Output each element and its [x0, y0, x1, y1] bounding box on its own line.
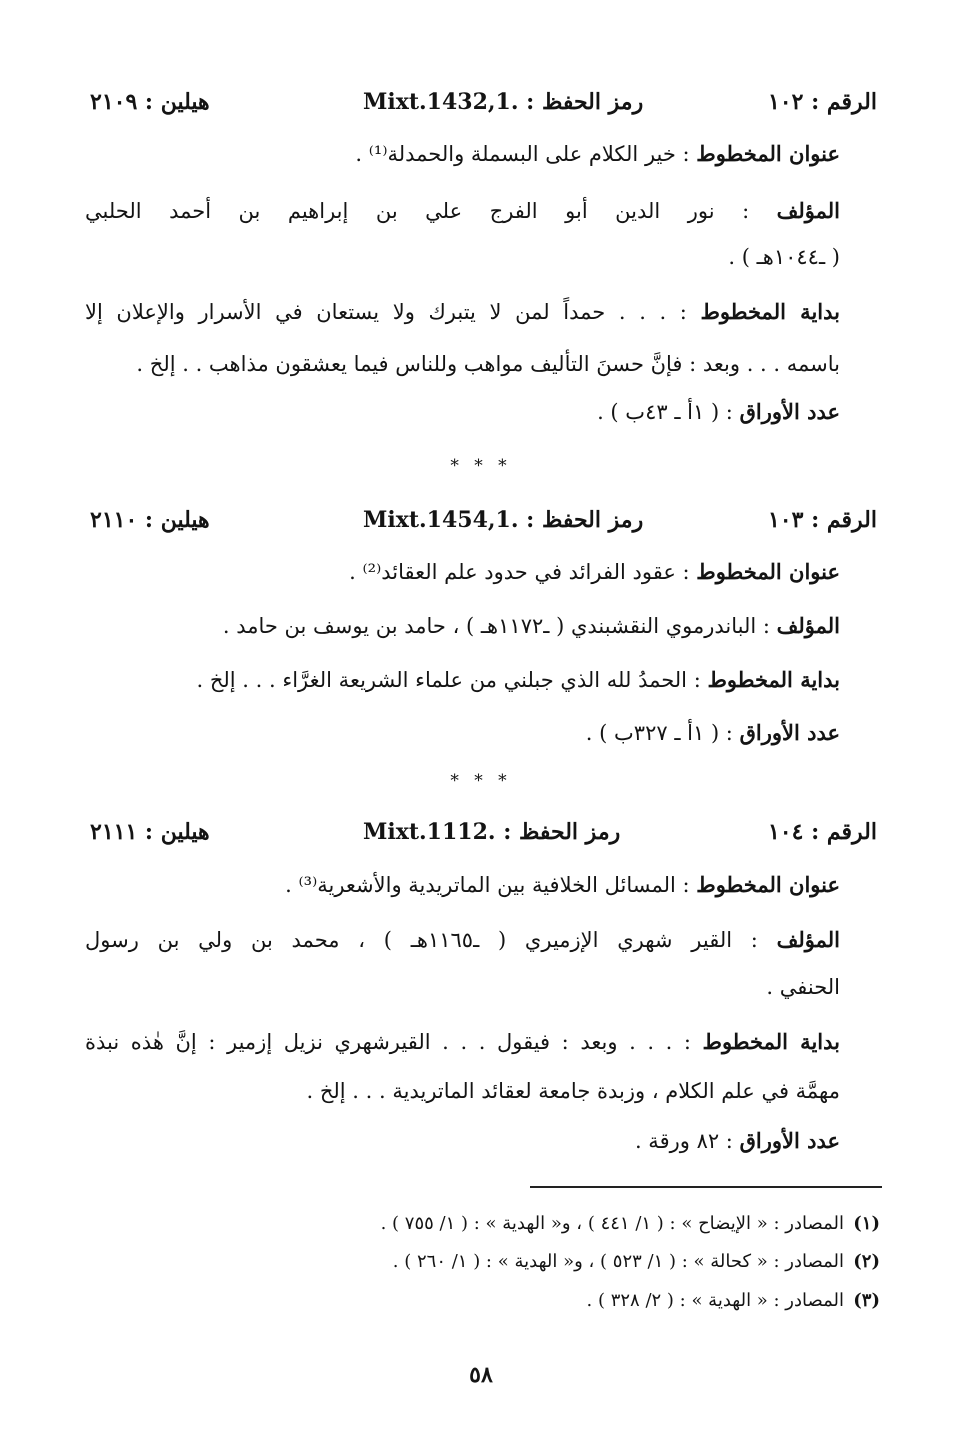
- section-separator: * * *: [450, 771, 512, 791]
- leaves-count: : ٨٢ ورقة .: [634, 1129, 740, 1153]
- author-label: المؤلف: [776, 927, 840, 952]
- hellin-number: هيلين : ٢١١٠: [90, 507, 210, 533]
- author-line-continued: الحنفي .: [766, 975, 840, 999]
- author-line: [85, 191, 840, 231]
- section-separator: * * *: [450, 456, 512, 476]
- footnote-number: (٣): [853, 1290, 880, 1311]
- shelfmark: رمز الحفظ : .Mixt.1112: [363, 819, 621, 845]
- manuscript-title-label: عنوان المخطوط: [696, 559, 840, 584]
- page-number: ٥٨: [469, 1362, 493, 1388]
- incipit-line: [85, 660, 840, 700]
- leaves-count-line: [85, 1121, 840, 1161]
- incipit-line-continued: باسمه . . . وبعد : فإنَّ حسنَ التأليف مواهب وللناس فيما يعشقون مذاهب . . إلخ .: [136, 352, 840, 376]
- entry-header: [85, 82, 877, 122]
- leaves-count-label: عدد الأوراق: [739, 399, 840, 424]
- shelfmark: رمز الحفظ : .Mixt.1454,1: [363, 507, 644, 533]
- manuscript-title: : عقود الفرائد في حدود علم العقائد⁽²⁾ .: [349, 560, 697, 584]
- author-label: المؤلف: [776, 198, 840, 223]
- author-text: : نور الدين أبو الفرج علي بن إبراهيم بن أحمد الحلبي: [85, 199, 777, 223]
- incipit-text: : . . . وبعد : فيقول . . . القيرشهري نزيل إزمير : إنَّ هٰذه نبذة: [85, 1030, 703, 1054]
- author-line-continued: ( ـ١٠٤٤هـ ) .: [728, 245, 840, 269]
- hellin-number: هيلين : ٢١٠٩: [90, 89, 210, 115]
- footnote: [85, 1247, 880, 1277]
- manuscript-title-label: عنوان المخطوط: [696, 141, 840, 166]
- manuscript-title: : خير الكلام على البسملة والحمدلة⁽¹⁾ .: [355, 142, 697, 166]
- incipit-line: [85, 292, 840, 332]
- manuscript-title-line: [85, 134, 840, 174]
- footnote-number: (٢): [853, 1251, 880, 1272]
- entry-number: الرقم : ١٠٣: [767, 507, 877, 533]
- footnote-text: المصادر : « الإيضاح » : ( ١/ ٤٤١ ) ، و« الهدية » : ( ١/ ٧٥٥ ) .: [380, 1213, 844, 1234]
- shelfmark: رمز الحفظ : .Mixt.1432,1: [363, 89, 644, 115]
- incipit-text: : الحمدُ لله الذي جبلني من علماء الشريعة الغرَّاء . . . إلخ .: [196, 668, 708, 692]
- author-text: : الباندرموي النقشبندي ( ـ١١٧٢هـ ) ، حامد بن يوسف بن حامد .: [222, 614, 777, 638]
- footnote-number: (١): [853, 1213, 880, 1234]
- entry-header: [85, 500, 877, 540]
- entry-number: الرقم : ١٠٤: [767, 819, 877, 845]
- footnote: [85, 1286, 880, 1316]
- leaves-count-label: عدد الأوراق: [739, 720, 840, 745]
- manuscript-title-line: [85, 552, 840, 592]
- leaves-count: : ( ١أ ـ ٣٢٧ب ) .: [585, 721, 740, 745]
- manuscript-title-line: [85, 865, 840, 905]
- footnote-divider: [530, 1186, 882, 1188]
- incipit-label: بداية المخطوط: [702, 1029, 840, 1054]
- footnote-text: المصادر : « الهدية » : ( ٢/ ٣٢٨ ) .: [586, 1290, 844, 1311]
- incipit-line-continued: مهمَّة في علم الكلام ، وزبدة جامعة لعقائد الماتريدية . . . إلخ .: [306, 1079, 840, 1103]
- incipit-label: بداية المخطوط: [700, 299, 840, 324]
- leaves-count-label: عدد الأوراق: [739, 1128, 840, 1153]
- leaves-count-line: [85, 713, 840, 753]
- entry-header: [85, 812, 877, 852]
- author-label: المؤلف: [776, 613, 840, 638]
- incipit-label: بداية المخطوط: [707, 667, 840, 692]
- author-line: [85, 920, 840, 960]
- manuscript-title-label: عنوان المخطوط: [696, 872, 840, 897]
- author-text: : القير شهري الإزميري ( ـ١١٦٥هـ ) ، محمد بن ولي بن رسول: [85, 928, 777, 952]
- footnote: [85, 1209, 880, 1239]
- leaves-count-line: [85, 392, 840, 432]
- incipit-line: [85, 1022, 840, 1062]
- incipit-text: : . . . حمداً لمن لا يتبرك ولا يستعان في الأسرار والإعلان إلا: [85, 300, 701, 324]
- entry-number: الرقم : ١٠٢: [767, 89, 877, 115]
- manuscript-title: : المسائل الخلافية بين الماتريدية والأشعرية⁽³⁾ .: [285, 873, 697, 897]
- hellin-number: هيلين : ٢١١١: [90, 819, 210, 845]
- author-line: [85, 606, 840, 646]
- leaves-count: : ( ١أ ـ ٤٣ب ) .: [597, 400, 740, 424]
- footnote-text: المصادر : « كحالة » : ( ١/ ٥٢٣ ) ، و« الهدية » : ( ١/ ٢٦٠ ) .: [392, 1251, 844, 1272]
